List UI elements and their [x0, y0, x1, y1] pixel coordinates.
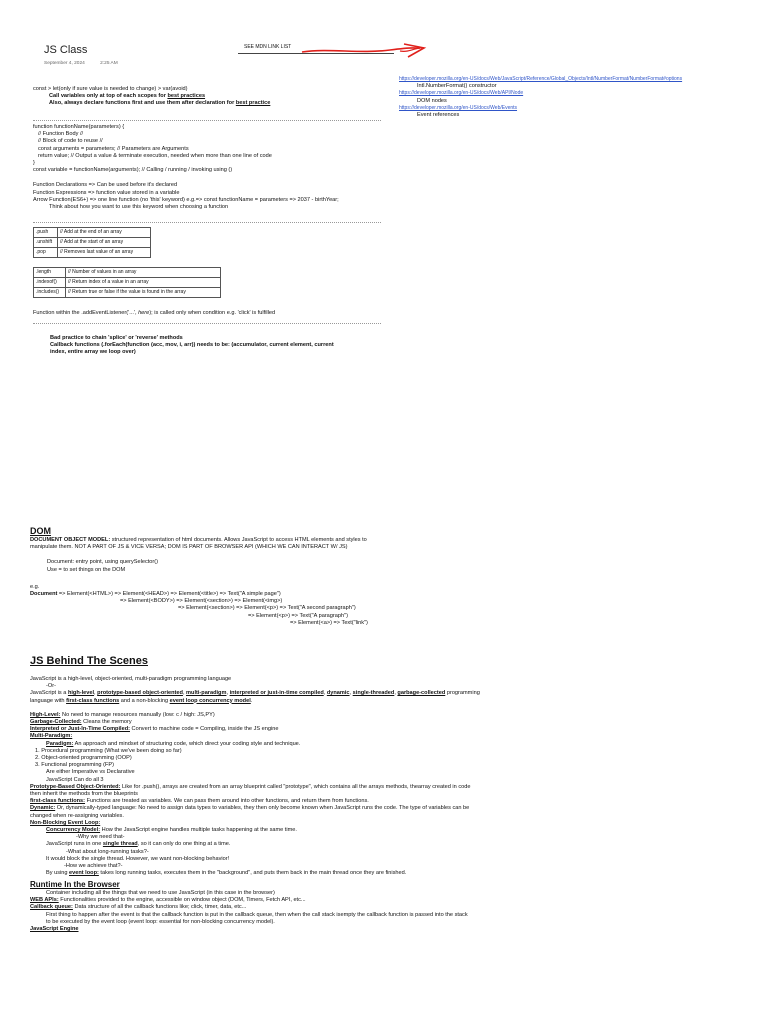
single-thread-line — [30, 841, 550, 848]
desc-cell: // Return index of a value in an array — [66, 278, 221, 288]
func-decl-line: Function Declarations => Can be used before it's declared — [33, 182, 178, 189]
def-text: Functionalities provided to the engine, accessible on window object (DOM, Timers, Fetch API, etc... — [58, 897, 306, 904]
mdn-link-node[interactable]: https://developer.mozilla.org/en-US/docs/Web/API/Node — [399, 90, 524, 97]
desc-cell: // Add at the start of an array — [58, 238, 151, 248]
func-declare-underline: best practice — [235, 100, 271, 107]
separator-3 — [33, 323, 381, 324]
def-multi-paradigm: Multi-Paradigm: — [30, 733, 73, 740]
dom-doc-line: Use = to set things on the DOM — [47, 566, 126, 573]
func-declare-note — [33, 100, 270, 107]
def-text: Cleans the memory — [81, 719, 132, 726]
def-key: Paradigm: — [46, 740, 74, 747]
long-running-note: -What about long-running tasks?- — [66, 848, 149, 855]
event-listener-note — [33, 310, 275, 317]
def-dynamic-2: changed when re-assigning variables. — [30, 812, 124, 819]
func-line: // Function Body // — [38, 131, 84, 138]
mdn-note-node: DOM nodes — [417, 97, 447, 104]
event-note-em: here — [138, 310, 150, 316]
def-key: Callback queue: — [30, 904, 73, 911]
kw-single-threaded: single-threaded — [352, 690, 395, 697]
func-line: const arguments = parameters; // Parameters are Arguments — [38, 145, 189, 152]
dom-tree-line: => Element(<a>) => Text("link") — [290, 619, 368, 626]
event-loop-line — [30, 870, 550, 877]
dom-section — [30, 526, 368, 627]
def-paradigm — [30, 741, 550, 748]
def-key: first-class functions: — [30, 798, 86, 805]
kw-event-loop-model: event loop concurrency model — [169, 697, 251, 704]
def-prototype-2: then inherit the methods from the blueprints — [30, 791, 138, 798]
def-text: Convert to machine code = Compiling, inside the JS engine — [129, 726, 279, 733]
runtime-first-thing: First thing to happen after the event is that the callback function is put in the callback queue, then when the call stack isempty the callback function is passed into the stack — [46, 911, 468, 918]
intro3-pre: language with — [30, 697, 67, 704]
table-row — [34, 268, 221, 278]
paradigm-imperative: Are either Imperative vs Declarative — [46, 769, 135, 776]
separator-1 — [33, 120, 381, 121]
def-text: Or, dynamically-typed language: No need to assign data types to variables, they then only become known when JavaScript runs the code. The type of variables can be — [55, 805, 470, 812]
separator-2 — [33, 222, 381, 223]
def-non-blocking: Non-Blocking Event Loop: — [30, 819, 101, 826]
runtime-first-thing-2: to be executed by the event loop (event loop: essential for non-blocking concurrency model). — [46, 918, 275, 925]
kw-garbage-collected: garbage-collected — [397, 690, 446, 697]
runtime-callback-queue — [30, 904, 560, 911]
paradigm-item: 2. Object-oriented programming (OOP) — [35, 755, 132, 762]
def-key: Interpreted or Just-In-Time Compiled: — [30, 726, 130, 733]
variables-section — [33, 86, 270, 108]
this-keyword-note: Think about how you want to use this keyword when choosing a function — [49, 204, 229, 211]
var-scope-text: Call variables only at top of each scopes for — [49, 93, 168, 100]
func-decl-line: Function Expressions => function value stored in a variable — [33, 189, 180, 196]
def-text: Functions are treated as variables. We can pass them around into other functions, and return them from functions. — [85, 798, 369, 805]
def-key: High-Level: — [30, 711, 61, 718]
def-key: Prototype-Based Object-Oriented: — [30, 783, 121, 790]
dom-def-line — [30, 537, 368, 544]
func-line: return value; // Output a value & terminate execution, needed when more than one line of code — [38, 152, 272, 159]
mdn-link-events[interactable]: https://developer.mozilla.org/en-US/docs/Web/Events — [399, 104, 518, 111]
runtime-engine: JavaScript Engine — [30, 926, 79, 933]
func-line: function functionName(parameters) { — [33, 124, 125, 130]
def-key: WEB APIs: — [30, 897, 59, 904]
kw-jit: interpreted or just-in-time compiled — [229, 690, 324, 697]
def-prototype — [30, 784, 550, 791]
array-query-table — [33, 267, 221, 298]
kw-first-class: first-class functions — [66, 697, 120, 704]
page-title: JS Class — [44, 44, 88, 56]
dom-heading: DOM — [30, 526, 51, 536]
event-note-pre: Function within the .addEventListener('...', — [33, 310, 139, 316]
event-note-post: ); is called only when condition e.g. 'click' is fulfilled — [149, 310, 276, 316]
def-first-class — [30, 798, 550, 805]
practice-line: Callback functions (.forEach(function (acc, mov, i, arr)) needs to be: (accumulator, current element, current — [50, 342, 334, 349]
block-note: It would block the single thread. However, we want non-blocking behavior! — [46, 855, 230, 862]
dom-tree-root: Document — [30, 591, 58, 598]
dom-tree-line: => Element(<section>) => Element(<p>) => Text("A second paragraph") — [178, 605, 356, 612]
def-text: How the JavaScript engine handles multiple tasks happening at the same time. — [100, 827, 297, 834]
el-pre: By using — [46, 870, 70, 877]
kw-prototype: prototype-based object-oriented — [97, 690, 183, 697]
desc-cell: // Add at the end of an array — [58, 228, 151, 238]
def-key: Concurrency Model: — [46, 827, 101, 834]
mdn-link-numberformat[interactable]: https://developer.mozilla.org/en-US/docs/Web/JavaScript/Reference/Global_Objects/Intl/NumberFormat/NumberFormat#options — [399, 76, 683, 82]
def-text: Like for .push(), arrays are created from an array blueprint called "prototype", which contains all the arrays methods, thearray created in code — [120, 783, 471, 790]
dom-def-line: manipulate them. NOT A PART OF JS & VICE VERSA; DOM IS PART OF BROWSER API (WHICH WE CAN INTERACT W/ JS) — [30, 544, 348, 551]
def-concurrency — [30, 827, 550, 834]
var-order: const > let(only if sure value is needed to change) > var(avoid) — [33, 86, 188, 92]
intro-pre: JavaScript is a — [30, 690, 68, 697]
def-high-level — [30, 712, 550, 719]
def-text: No need to manage resources manually (low: c / high: JS,PY) — [60, 711, 215, 718]
page-meta — [44, 60, 132, 67]
table-row — [34, 228, 151, 238]
behind-intro-keywords: JavaScript is a high-level, prototype-based object-oriented, multi-paradigm, interpreted or just-in-time compiled, dynamic, single-threaded, garbage-collected programming — [30, 690, 480, 697]
func-decl-line: Arrow Function(ES6+) => one line function (no 'this' keyword) e.g.=> const functionName = parameters => 2037 - birthYear; — [33, 196, 339, 203]
table-row — [34, 278, 221, 288]
func-line: // Block of code to reuse // — [38, 138, 103, 145]
behind-section — [30, 655, 550, 877]
desc-cell: // Return true or false if the value is found in the array — [66, 288, 221, 298]
dom-tree-line: => Element(<p>) => Text("A paragraph") — [248, 612, 348, 619]
behind-or: -Or- — [46, 683, 56, 690]
practice-line: Bad practice to chain 'splice' or 'reverse' methods — [50, 335, 183, 341]
table-row — [34, 248, 151, 258]
see-mdn-note: SEE MDN LINK LIST — [244, 44, 292, 50]
var-scope-underline: best practices — [167, 93, 206, 100]
dom-tree-line — [30, 591, 368, 598]
table-row — [34, 288, 221, 298]
behind-intro-line3 — [30, 698, 550, 705]
how-note: -How we achieve that?- — [64, 863, 123, 870]
dom-eg: e.g. — [30, 583, 40, 590]
func-line: const variable = functionName(arguments); // Calling / running / invoking using () — [33, 167, 233, 174]
dom-def-text: structured representation of html documents. Allows JavaScript to access HTML elements and styles to — [110, 537, 367, 543]
paradigm-item: 1. Procedural programming (What we've been doing so far) — [35, 747, 182, 754]
practice-line: index, entire array we loop over) — [50, 349, 136, 356]
why-note: -Why we need that- — [76, 834, 125, 841]
mdn-note-events: Event references — [417, 112, 460, 119]
desc-cell: // Removes last value of an array — [58, 248, 151, 258]
paradigm-all3: JavaScript Can do all 3 — [46, 776, 104, 783]
red-arrow-scribble — [300, 40, 440, 62]
intro-post: programming — [445, 690, 480, 697]
method-cell: .pop — [34, 248, 58, 258]
runtime-web-apis — [30, 897, 560, 904]
def-dynamic — [30, 805, 550, 812]
st-pre: JavaScript runs in one — [46, 841, 103, 848]
method-cell: .unshift — [34, 238, 58, 248]
kw-multi-paradigm: multi-paradigm — [186, 690, 227, 697]
behind-intro: JavaScript is a high-level, object-oriented, multi-paradigm programming language — [30, 676, 232, 682]
mdn-note-numberformat: Intl.NumberFormat() constructor — [417, 83, 497, 90]
intro3-end: . — [250, 697, 253, 704]
kw-dynamic: dynamic — [326, 690, 350, 697]
kw-single-thread: single thread — [102, 841, 138, 848]
method-cell: .includes() — [34, 288, 66, 298]
dom-def-label: DOCUMENT OBJECT MODEL: — [30, 537, 111, 543]
mdn-links — [399, 76, 764, 119]
runtime-heading: Runtime In the Browser — [30, 880, 120, 889]
def-text: Data structure of all the callback functions like; click, timer, data, etc... — [72, 904, 247, 911]
page-time: 2:25 AM — [100, 61, 118, 66]
func-declare-text: Also, always declare functions first and use them after declaration for — [49, 100, 236, 107]
dom-tree-line: => Element(<BODY>) => Element(<section>) => Element(<img>) — [120, 598, 283, 605]
def-key: Dynamic: — [30, 805, 56, 812]
el-text: takes long running tasks, executes them in the "background", and puts them back in the main thread once they are finished. — [98, 870, 407, 877]
behind-heading: JS Behind The Scenes — [30, 655, 148, 667]
def-text: An approach and mindset of structuring code, which direct your coding style and technique. — [73, 740, 301, 747]
desc-cell: // Number of values in an array — [66, 268, 221, 278]
var-scope-note — [33, 93, 270, 100]
def-garbage — [30, 719, 550, 726]
function-section — [33, 124, 339, 211]
page-date: September 4, 2024 — [44, 61, 85, 66]
dom-tree-text: => Element(<HTML>) => Element(<HEAD>) => Element(<title>) => Text("A simple page") — [57, 591, 281, 598]
intro3-mid: and a non-blocking — [119, 697, 170, 704]
practice-notes — [50, 335, 334, 357]
def-key: Garbage-Collected: — [30, 719, 82, 726]
table-row — [34, 238, 151, 248]
array-mutators-table — [33, 227, 151, 258]
kw-high-level: high-level — [67, 690, 95, 697]
method-cell: .length — [34, 268, 66, 278]
dom-doc-line: Document: entry point, using querySelector() — [47, 559, 158, 566]
paradigm-item: 3. Functional programming (FP) — [35, 762, 114, 769]
func-line: } — [33, 160, 35, 167]
kw-event-loop: event loop: — [69, 870, 99, 877]
runtime-container: Container including all the things that we need to use JavaScript (in this case in the browser) — [46, 890, 275, 896]
runtime-section — [30, 880, 560, 933]
def-jit — [30, 726, 550, 733]
method-cell: .indexof() — [34, 278, 66, 288]
st-post: , so it can only do one thing at a time. — [137, 841, 231, 848]
method-cell: .push — [34, 228, 58, 238]
